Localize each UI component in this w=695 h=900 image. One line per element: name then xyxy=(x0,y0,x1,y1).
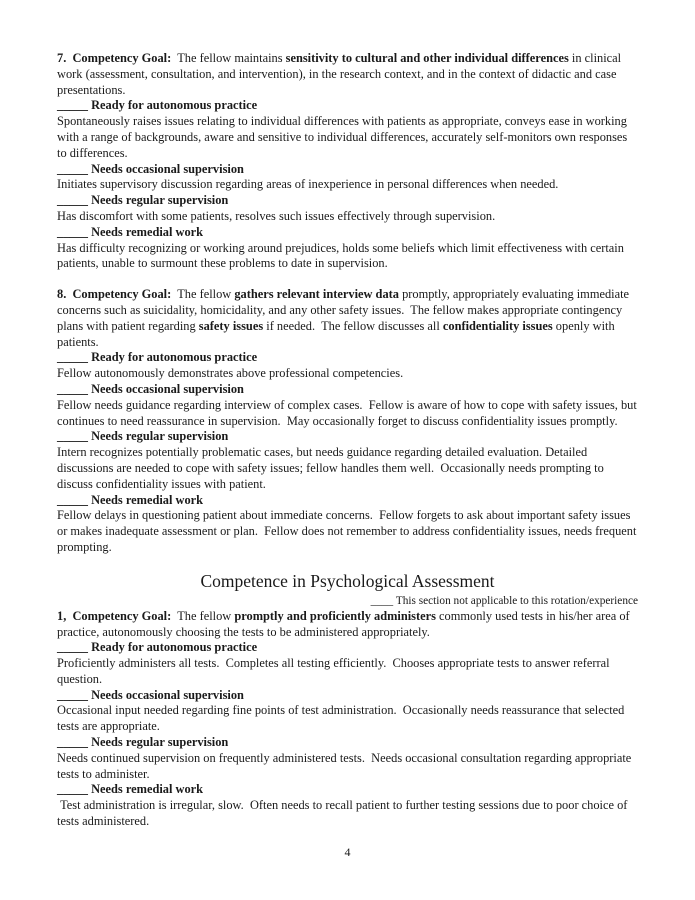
rating-blank-line[interactable]: _____ xyxy=(57,735,88,750)
rating-option xyxy=(57,350,638,366)
document-page xyxy=(57,51,638,830)
rating-blank-line[interactable]: _____ xyxy=(57,193,88,208)
rating-option xyxy=(57,193,638,209)
rating-blank-line[interactable]: _____ xyxy=(57,350,88,365)
rating-option xyxy=(57,640,638,656)
rating-blank-line[interactable]: _____ xyxy=(57,224,88,239)
rating-blank-line[interactable]: _____ xyxy=(57,782,88,797)
rating-label: Needs regular supervision xyxy=(91,429,229,444)
rating-option xyxy=(57,162,638,178)
not-applicable-blank-line[interactable]: ____ xyxy=(370,594,394,607)
not-applicable-text: This section not applicable to this rotation/experience xyxy=(395,594,638,607)
rating-blank-line[interactable]: _____ xyxy=(57,98,88,113)
rating-option xyxy=(57,98,638,114)
rating-option xyxy=(57,429,638,445)
competency-goal-paragraph xyxy=(57,609,638,641)
text-run: The fellow maintains xyxy=(171,51,286,65)
rating-blank-line[interactable]: _____ xyxy=(57,381,88,396)
rating-blank-line[interactable]: _____ xyxy=(57,161,88,176)
bold-text-run: safety issues xyxy=(198,318,264,333)
description-paragraph: Test administration is irregular, slow. Often needs to recall patient to further testing sessions due to poor choice of tests administered. xyxy=(57,798,631,829)
description-paragraph: Fellow needs guidance regarding interview of complex cases. Fellow is aware of how to cope with safety issues, but continues to need reassurance in supervision. May occasionally forget to discuss confidentiality issues promptly. xyxy=(57,397,640,428)
description-paragraph: Occasional input needed regarding fine points of test administration. Occasionally needs reassurance that selected tests are appropriate. xyxy=(57,703,628,734)
rating-label: Needs remedial work xyxy=(91,782,204,797)
description-paragraph: Intern recognizes potentially problematic cases, but needs guidance regarding detailed evaluation. Detailed discussions are needed to cope with safety issues; fellow handles them well. Occasionally needs prompting to discuss confidentiality issues with patient. xyxy=(57,445,607,491)
rating-option xyxy=(57,688,638,704)
not-applicable-note xyxy=(57,594,638,609)
competency-goal-paragraph xyxy=(57,51,638,98)
text-run: in clinical work (assessment, consultation, and intervention), in the research context, and in the context of didactic and case presentations. xyxy=(57,51,625,97)
section-spacer xyxy=(57,272,638,287)
rating-blank-line[interactable]: _____ xyxy=(57,429,88,444)
competency-goal-paragraph xyxy=(57,287,638,350)
description-paragraph: Has difficulty recognizing or working around prejudices, holds some beliefs which limit effectiveness with certain patients, unable to surmount these problems to date in supervision. xyxy=(57,240,628,271)
section-spacer xyxy=(57,556,638,568)
description-paragraph: Initiates supervisory discussion regarding areas of inexperience in personal differences when needed. xyxy=(57,177,559,192)
rating-label: Needs remedial work xyxy=(91,224,204,239)
rating-label: Ready for autonomous practice xyxy=(91,98,258,113)
text-run: promptly, appropriately evaluating immediate concerns such as suicidality, homicidality, and any other safety issues. The fellow makes appropriate contingency plans with patient regarding xyxy=(57,287,633,333)
bold-text-run: 8. Competency Goal: xyxy=(57,287,172,302)
bold-text-run: promptly and proficiently administers xyxy=(234,608,436,623)
rating-label: Ready for autonomous practice xyxy=(91,640,258,655)
description-paragraph: Proficiently administers all tests. Completes all testing efficiently. Chooses appropriate tests to answer referral question. xyxy=(57,656,613,686)
description-paragraph: Has discomfort with some patients, resolves such issues effectively through supervision. xyxy=(57,208,496,223)
rating-option xyxy=(57,782,638,798)
rating-option xyxy=(57,493,638,509)
rating-label: Needs occasional supervision xyxy=(91,381,244,396)
rating-label: Needs remedial work xyxy=(91,492,204,507)
rating-option xyxy=(57,735,638,751)
rating-option xyxy=(57,382,638,398)
text-run: The fellow xyxy=(171,608,235,623)
description-paragraph: Fellow delays in questioning patient about immediate concerns. Fellow forgets to ask about important safety issues or makes inadequate assessment or plan. Fellow does not remember to address confidentiality issues, needs frequent prompting. xyxy=(57,508,640,554)
description-paragraph: Fellow autonomously demonstrates above professional competencies. xyxy=(57,366,404,381)
rating-blank-line[interactable]: _____ xyxy=(57,687,88,702)
text-run: commonly used tests in his/her area of practice, autonomously choosing the tests to be administered appropriately. xyxy=(57,608,633,639)
page-number: 4 xyxy=(344,845,351,859)
section-heading: Competence in Psychological Assessment xyxy=(200,570,495,591)
bold-text-run: 7. Competency Goal: xyxy=(57,51,172,65)
rating-label: Needs occasional supervision xyxy=(91,161,244,176)
rating-option xyxy=(57,225,638,241)
text-run: if needed. The fellow discusses all xyxy=(263,318,443,333)
bold-text-run: 1, Competency Goal: xyxy=(57,608,172,623)
bold-text-run: confidentiality issues xyxy=(442,318,553,333)
bold-text-run: sensitivity to cultural and other individual differences xyxy=(285,51,569,65)
rating-label: Ready for autonomous practice xyxy=(91,350,258,365)
rating-label: Needs regular supervision xyxy=(91,735,229,750)
text-run: The fellow xyxy=(171,287,235,302)
rating-blank-line[interactable]: _____ xyxy=(57,640,88,655)
text-run: openly with patients. xyxy=(57,318,618,349)
rating-blank-line[interactable]: _____ xyxy=(57,492,88,507)
description-paragraph: Spontaneously raises issues relating to individual differences with patients as appropriate, conveys ease in working with a range of backgrounds, aware and sensitive to individual differences, accurately self-monitors own responses to differences. xyxy=(57,114,631,160)
rating-label: Needs occasional supervision xyxy=(91,687,244,702)
rating-label: Needs regular supervision xyxy=(91,193,229,208)
bold-text-run: gathers relevant interview data xyxy=(234,287,399,302)
description-paragraph: Needs continued supervision on frequently administered tests. Needs occasional consultation regarding appropriate tests to administer. xyxy=(57,750,635,781)
